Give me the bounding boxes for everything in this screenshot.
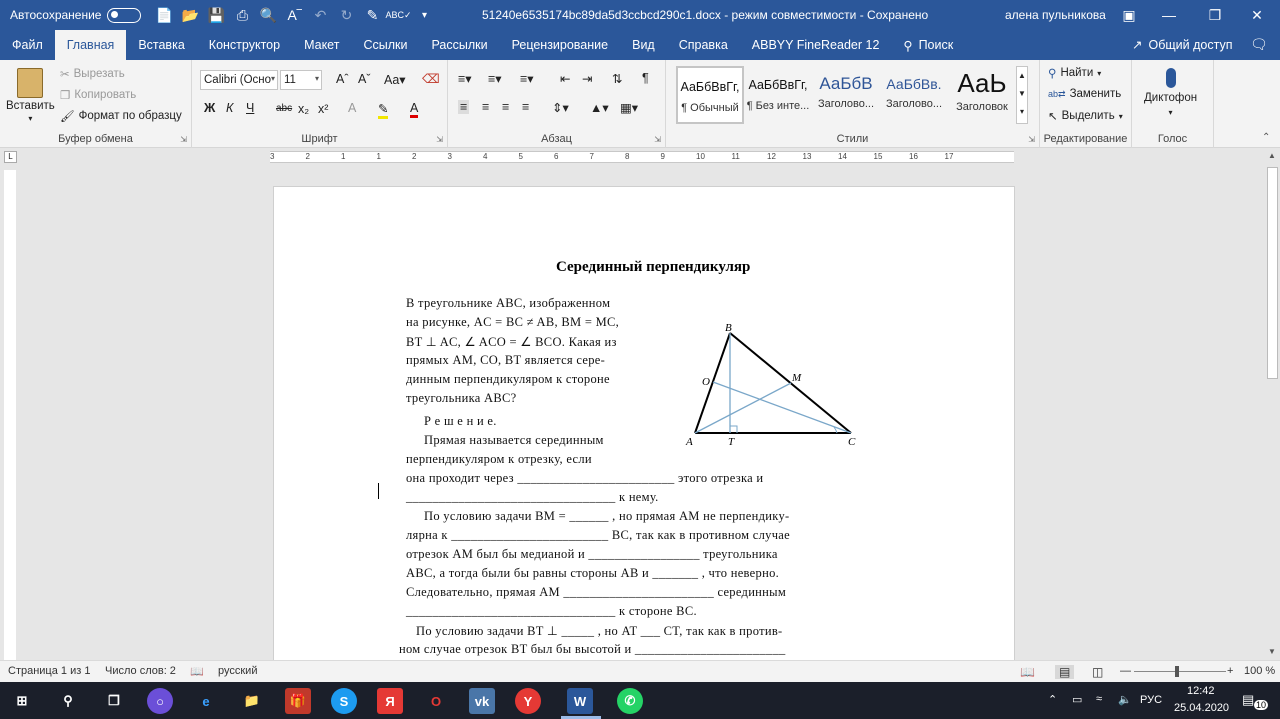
horizontal-ruler[interactable]: [270, 151, 1014, 163]
style-preview: АаБбВвГг,: [748, 78, 808, 92]
chevron-down-icon: ▾: [1168, 108, 1173, 117]
highlight-icon[interactable]: ✎: [378, 101, 388, 119]
dictate-button[interactable]: [1144, 68, 1197, 117]
paragraph-group-label: Абзац: [541, 133, 572, 145]
page-count[interactable]: Страница 1 из 1: [8, 665, 91, 677]
wifi-icon[interactable]: ≈: [1096, 693, 1103, 705]
word-icon[interactable]: W: [567, 688, 593, 714]
ruler-number: 8: [625, 152, 630, 161]
font-name-combo[interactable]: [200, 70, 278, 90]
sort-icon[interactable]: ⇅: [612, 72, 623, 86]
align-center-icon[interactable]: ≡: [482, 100, 490, 114]
zoom-out-icon[interactable]: —: [1120, 665, 1131, 677]
undo-icon[interactable]: ↶: [314, 6, 327, 23]
chevron-down-icon: ▾: [270, 74, 275, 83]
tab-selector[interactable]: L: [4, 151, 17, 163]
print-preview-icon[interactable]: 🔍: [259, 6, 278, 23]
alice-icon[interactable]: ○: [147, 688, 173, 714]
paragraph-group: [448, 60, 666, 148]
web-layout-icon[interactable]: ◫: [1092, 665, 1104, 679]
new-doc-icon[interactable]: 📄: [155, 6, 174, 23]
clipboard-group-label: Буфер обмена: [58, 133, 133, 145]
microphone-icon: [1166, 68, 1176, 88]
style-name: ¶ Обычный: [681, 102, 739, 114]
text-line: перпендикуляром к отрезку, если: [406, 452, 592, 466]
minimize-button[interactable]: —: [1162, 7, 1176, 23]
dialog-launcher-icon[interactable]: ⇲: [436, 135, 443, 144]
select-button[interactable]: [1048, 109, 1123, 123]
subscript-icon[interactable]: x₂: [298, 102, 310, 116]
clear-formatting-icon[interactable]: ⌫: [422, 72, 440, 86]
underline-icon[interactable]: Ч: [246, 101, 255, 115]
tab-search[interactable]: [891, 30, 965, 60]
document-heading: Серединный перпендикуляр: [556, 259, 751, 275]
find-button[interactable]: [1048, 66, 1101, 80]
vk-icon[interactable]: vk: [469, 688, 495, 714]
font-name-value: Calibri (Осно: [204, 74, 272, 86]
strikethrough-icon[interactable]: abc: [276, 103, 293, 114]
notifications-icon[interactable]: ▤: [1242, 692, 1255, 707]
dialog-launcher-icon[interactable]: ⇲: [180, 135, 187, 144]
ribbon-tabs: [0, 30, 1280, 60]
label-m: M: [792, 372, 802, 384]
ruler-number: 12: [767, 152, 776, 161]
text-line: динным перпендикуляром к стороне: [406, 372, 610, 386]
label-c: C: [848, 436, 856, 448]
battery-icon[interactable]: ▭: [1072, 694, 1083, 706]
text-line: треугольника ABC?: [406, 391, 517, 405]
find-label: Найти: [1060, 67, 1094, 79]
decrease-indent-icon[interactable]: ⇤: [560, 72, 571, 86]
autosave-label: Автосохранение: [10, 8, 102, 22]
tab-references[interactable]: Ссылки: [363, 38, 408, 52]
ruler-number: 7: [589, 152, 594, 161]
select-label: Выделить: [1061, 110, 1115, 122]
styles-group-label: Стили: [836, 133, 869, 145]
zoom-in-icon[interactable]: +: [1227, 665, 1234, 677]
windows-start-icon[interactable]: ⊞: [16, 693, 28, 708]
change-case-icon[interactable]: Aa▾: [384, 73, 406, 87]
style-preview: АаЬ: [957, 68, 1007, 98]
ruler-number: 1: [376, 152, 381, 161]
ruler-number: 4: [483, 152, 488, 161]
text-effects-icon[interactable]: A: [348, 101, 357, 115]
yandex-browser-icon[interactable]: Я: [377, 688, 403, 714]
language-status[interactable]: русский: [218, 665, 258, 677]
cut-button[interactable]: [60, 67, 125, 81]
word-count[interactable]: Число слов: 2: [105, 665, 176, 677]
style-name: Заголово...: [817, 98, 875, 110]
styles-scroll[interactable]: ▲ ▼ ▾: [1016, 66, 1028, 124]
style-preview: АаБбВвГг,: [680, 80, 740, 94]
quick-access-toolbar: [0, 0, 437, 30]
replace-button[interactable]: [1048, 88, 1121, 100]
label-a: A: [686, 436, 693, 448]
borders-icon[interactable]: ▦▾: [620, 101, 639, 115]
justify-icon[interactable]: ≡: [522, 100, 530, 114]
increase-indent-icon[interactable]: ⇥: [582, 72, 593, 86]
cursor-icon: ↖: [1048, 111, 1058, 123]
print-icon[interactable]: ⎙: [236, 6, 249, 23]
ruler-number: 3: [447, 152, 452, 161]
replace-icon: ab⇄: [1048, 88, 1066, 99]
tab-help[interactable]: Справка: [678, 38, 728, 52]
vertical-scrollbar[interactable]: [1265, 149, 1280, 660]
user-name[interactable]: алена пульникова: [1005, 8, 1106, 22]
dialog-launcher-icon[interactable]: ⇲: [654, 135, 661, 144]
task-view-icon[interactable]: ❐: [108, 693, 120, 708]
ruler-number: 3: [270, 152, 275, 161]
spelling-icon[interactable]: ABC✓: [385, 9, 412, 20]
style-preview: АаБбВ: [819, 74, 873, 93]
comments-icon[interactable]: 🗨: [1250, 36, 1268, 52]
clock-time[interactable]: 12:42: [1187, 685, 1215, 697]
chevron-down-icon: ▾: [314, 74, 319, 83]
document-page[interactable]: [273, 186, 1015, 666]
ruler-number: 16: [909, 152, 918, 161]
style-no-spacing[interactable]: [744, 66, 812, 124]
clipboard-icon: [17, 68, 43, 98]
cut-label: Вырезать: [73, 68, 125, 80]
volume-icon[interactable]: 🔈: [1118, 694, 1132, 706]
ruler-number: 11: [731, 152, 740, 161]
clipboard-group: [0, 60, 192, 148]
share-label: Общий доступ: [1148, 37, 1233, 52]
text-line: Прямая называется серединным: [424, 433, 604, 447]
edge-icon[interactable]: e: [202, 693, 210, 709]
tab-layout[interactable]: Макет: [304, 38, 340, 52]
text-line: ABC, а тогда были бы равны стороны AB и _______ , что неверно.: [406, 566, 780, 580]
clock-date[interactable]: 25.04.2020: [1174, 702, 1230, 714]
dictate-label: Диктофон: [1144, 92, 1198, 104]
text-line: прямых AM, CO, BT является сере-: [406, 353, 606, 367]
text-line: она проходит через ________________________ этого отрезка и: [406, 471, 764, 485]
maximize-button[interactable]: ❐: [1208, 6, 1222, 23]
line-spacing-icon[interactable]: ⇕▾: [552, 101, 569, 115]
chevron-down-icon: ▾: [1118, 111, 1123, 121]
share-button[interactable]: [1132, 37, 1232, 52]
input-language[interactable]: РУС: [1140, 694, 1163, 706]
find-icon: ⚲: [1048, 68, 1057, 80]
ruler-number: 6: [554, 152, 559, 161]
chevron-down-icon: ▾: [28, 114, 33, 123]
format-painter-button[interactable]: [60, 109, 182, 123]
tab-view[interactable]: Вид: [632, 38, 655, 52]
brush-icon: 🖌: [60, 111, 75, 123]
autosave-toggle[interactable]: [107, 8, 141, 23]
style-preview: АаБбВв.: [886, 76, 942, 92]
text-line: отрезок AM был бы медианой и _________________ треугольника: [406, 547, 778, 561]
align-right-icon[interactable]: ≡: [502, 100, 510, 114]
skype-icon[interactable]: S: [331, 688, 357, 714]
title-bar: [0, 0, 1280, 30]
replace-label: Заменить: [1069, 88, 1122, 100]
dialog-launcher-icon[interactable]: ⇲: [1028, 135, 1035, 144]
open-icon[interactable]: 📂: [181, 6, 200, 23]
label-o: O: [702, 376, 710, 388]
text-line: Р е ш е н и е.: [424, 414, 497, 428]
italic-icon[interactable]: К: [226, 101, 234, 115]
scroll-down-icon[interactable]: ▼: [1268, 647, 1276, 656]
ruler-ticks: [270, 152, 1014, 164]
ruler-number: 2: [305, 152, 310, 161]
search-icon[interactable]: ⚲: [63, 693, 73, 708]
align-left-icon[interactable]: ≡: [460, 100, 468, 114]
vertical-ruler[interactable]: [4, 170, 16, 660]
tab-mailings[interactable]: Рассылки: [431, 38, 488, 52]
print-layout-icon[interactable]: ▤: [1055, 665, 1074, 679]
format-painter-label: Формат по образцу: [78, 110, 182, 122]
text-cursor: [378, 483, 379, 499]
label-t: T: [728, 436, 735, 448]
bold-icon[interactable]: Ж: [204, 101, 216, 115]
text-line: По условию задачи BM = ______ , но прямая AM не перпендику-: [424, 509, 790, 523]
yandex-icon[interactable]: Y: [515, 688, 541, 714]
opera-icon[interactable]: O: [430, 693, 442, 709]
ruler-number: 10: [696, 152, 705, 161]
bullets-icon[interactable]: ≡▾: [458, 72, 472, 86]
style-title[interactable]: [948, 66, 1016, 124]
text-line: на рисунке, AC = BC ≠ AB, BM = MC,: [406, 315, 620, 329]
text-line: ________________________________ к нему.: [406, 490, 659, 504]
chevron-up-icon[interactable]: ⌃: [1048, 694, 1058, 706]
search-icon: ⚲: [903, 38, 913, 53]
text-line: В треугольнике ABC, изображенном: [406, 296, 611, 310]
explorer-icon[interactable]: 📁: [243, 693, 261, 708]
font-group: [192, 60, 448, 148]
close-button[interactable]: ✕: [1251, 6, 1263, 23]
text-line: BT ⊥ AC, ∠ ACO = ∠ BCO. Какая из: [406, 335, 617, 349]
ruler-number: 14: [838, 152, 847, 161]
gift-icon[interactable]: 🎁: [285, 688, 311, 714]
whatsapp-icon[interactable]: ✆: [617, 688, 643, 714]
copy-button[interactable]: [60, 88, 136, 102]
ribbon-display-icon[interactable]: ▣: [1122, 6, 1136, 23]
text-line: Следовательно, прямая AM _______________________ серединным: [406, 585, 787, 599]
label-b: B: [725, 322, 732, 334]
collapse-ribbon-icon[interactable]: ⌃: [1262, 132, 1271, 143]
ruler-number: 17: [944, 152, 954, 161]
voice-group-label: Голос: [1157, 133, 1188, 145]
style-name: Заголовок: [956, 101, 1008, 113]
grow-font-icon[interactable]: Aˆ: [336, 72, 349, 86]
text-line: По условию задачи BT ⊥ _____ , но AT ___ CT, так как в против-: [416, 624, 783, 638]
numbering-icon[interactable]: ≡▾: [488, 72, 502, 86]
font-group-label: Шрифт: [301, 133, 338, 145]
document-title: 51240e6535174bc89da5d3ccbcd290c1.docx - режим совместимости - Сохранено: [482, 8, 929, 22]
superscript-icon[interactable]: x²: [318, 102, 329, 116]
tab-home[interactable]: Главная: [55, 30, 127, 60]
chevron-down-icon: ▾: [1097, 68, 1102, 78]
zoom-thumb[interactable]: [1175, 666, 1179, 677]
text-line: ном случае отрезок BT был бы высотой и _______________________: [399, 642, 786, 656]
ruler-number: 2: [412, 152, 417, 161]
tab-insert[interactable]: Вставка: [138, 38, 185, 52]
editing-group-label: Редактирование: [1043, 133, 1128, 145]
read-aloud-icon[interactable]: A‾: [287, 7, 302, 23]
text-line: лярна к ________________________ BC, так как в противном случае: [406, 528, 790, 542]
font-size-combo[interactable]: [280, 70, 322, 90]
ruler-number: 1: [341, 152, 346, 161]
styles-group: [666, 60, 1040, 148]
ribbon: [0, 60, 1280, 148]
style-normal[interactable]: [676, 66, 744, 124]
scissors-icon: ✂: [60, 69, 70, 81]
ruler-number: 9: [660, 152, 665, 161]
style-name: Заголово...: [885, 98, 943, 110]
tab-abbyy[interactable]: ABBYY FineReader 12: [751, 38, 880, 52]
read-mode-icon[interactable]: 📖: [1020, 665, 1035, 679]
tab-design[interactable]: Конструктор: [208, 38, 281, 52]
ruler-number: 15: [873, 152, 883, 161]
bisector-co: [713, 382, 851, 433]
copy-icon: ❐: [60, 90, 71, 102]
search-label: Поиск: [918, 38, 954, 52]
voice-group: [1132, 60, 1214, 148]
copy-label: Копировать: [74, 89, 137, 101]
right-angle-mark: [730, 426, 737, 433]
ruler-number: 13: [802, 152, 812, 161]
status-bar: [0, 660, 1280, 682]
edit-icon[interactable]: ✎: [366, 6, 379, 23]
font-size-value: 11: [284, 74, 296, 86]
text-line: ________________________________ к стороне BC.: [406, 604, 697, 618]
editing-group: [1040, 60, 1132, 148]
paste-button[interactable]: [6, 68, 55, 123]
style-heading-2[interactable]: [880, 66, 948, 124]
customize-toolbar-icon[interactable]: ▾: [421, 9, 427, 21]
scroll-up-icon[interactable]: ▲: [1268, 151, 1276, 160]
triangle-figure: [682, 319, 872, 449]
ruler-number: 5: [518, 152, 523, 161]
show-marks-icon[interactable]: ¶: [642, 71, 649, 85]
paste-label: Вставить: [6, 100, 55, 112]
redo-icon[interactable]: ↻: [340, 6, 353, 23]
shrink-font-icon[interactable]: Aˇ: [358, 72, 371, 86]
taskbar: [0, 682, 1280, 719]
zoom-slider[interactable]: [1134, 671, 1226, 672]
multilevel-list-icon[interactable]: ≡▾: [520, 72, 534, 86]
notification-count: 10: [1256, 700, 1267, 710]
shading-icon[interactable]: ▲▾: [590, 101, 609, 115]
scroll-thumb[interactable]: [1267, 167, 1278, 379]
zoom-level[interactable]: 100 %: [1244, 665, 1276, 677]
style-name: ¶ Без инте...: [746, 100, 810, 112]
style-heading-1[interactable]: [812, 66, 880, 124]
tab-file[interactable]: Файл: [12, 38, 43, 52]
share-icon: ↗: [1132, 38, 1143, 52]
tab-review[interactable]: Рецензирование: [511, 38, 609, 52]
font-color-icon[interactable]: A: [410, 101, 418, 118]
proofing-icon[interactable]: 📖: [190, 666, 204, 678]
save-icon[interactable]: 💾: [207, 6, 226, 23]
